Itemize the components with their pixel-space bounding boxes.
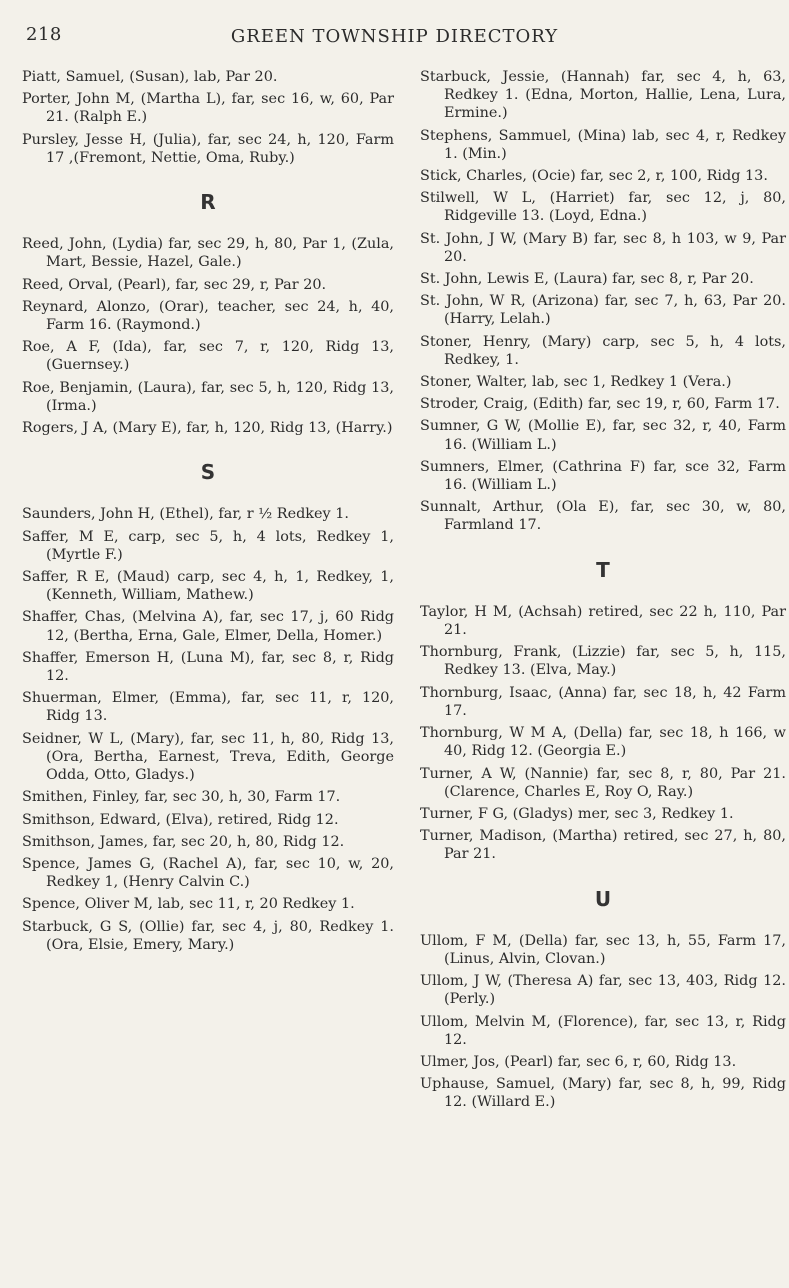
directory-entry: Shaffer, Emerson H, (Luna M), far, sec 8, r, Ridg 12. [22, 649, 394, 685]
directory-entry: Stephens, Sammuel, (Mina) lab, sec 4, r, Redkey 1. (Min.) [420, 127, 786, 162]
directory-entry: Turner, Madison, (Martha) retired, sec 27, h, 80, Par 21. [420, 828, 786, 863]
directory-entry: Smithson, Edward, (Elva), retired, Ridg 12. [22, 811, 339, 828]
directory-entry: Sunnalt, Arthur, (Ola E), far, sec 30, w, 80, Farmland 17. [420, 499, 786, 534]
directory-entry: Taylor, H M, (Achsah) retired, sec 22 h, 110, Par 21. [420, 603, 786, 639]
section-letter-u: U [594, 886, 612, 911]
directory-entry: Sumner, G W, (Mollie E), far, sec 32, r, 40, Farm 16. (William L.) [420, 418, 786, 453]
directory-entry: Ullom, J W, (Theresa A) far, sec 13, 403, Ridg 12. (Perly.) [420, 973, 786, 1008]
directory-entry: Roe, Benjamin, (Laura), far, sec 5, h, 120, Ridg 13, (Irma.) [22, 379, 394, 414]
directory-entry: Spence, James G, (Rachel A), far, sec 10, w, 20, Redkey 1, (Henry Calvin C.) [22, 855, 394, 891]
running-header: GREEN TOWNSHIP DIRECTORY [230, 26, 559, 47]
section-letter-t: T [596, 557, 610, 582]
directory-entry: Thornburg, Isaac, (Anna) far, sec 18, h, 42 Farm 17. [420, 684, 786, 719]
directory-entry: Reed, Orval, (Pearl), far, sec 29, r, Par 20. [22, 276, 327, 293]
directory-entry: Ulmer, Jos, (Pearl) far, sec 6, r, 60, Ridg 13. [420, 1053, 737, 1070]
section-letter-s: S [200, 460, 216, 485]
directory-entry: Turner, A W, (Nannie) far, sec 8, r, 80, Par 21. (Clarence, Charles E, Roy O, Ray.) [420, 765, 786, 800]
page-number: 218 [26, 24, 62, 45]
section-letter-r: R [200, 190, 216, 215]
directory-entry: Shuerman, Elmer, (Emma), far, sec 11, r, 120, Ridg 13. [22, 690, 394, 725]
directory-entry: Ullom, Melvin M, (Florence), far, sec 13, r, Ridg 12. [420, 1013, 786, 1048]
directory-entry: Saffer, R E, (Maud) carp, sec 4, h, 1, Redkey, 1, (Kenneth, William, Mathew.) [22, 569, 394, 604]
left-column [22, 68, 394, 958]
directory-entry: Piatt, Samuel, (Susan), lab, Par 20. [22, 69, 278, 85]
directory-entry: Rogers, J A, (Mary E), far, h, 120, Ridg 13, (Harry.) [22, 420, 393, 437]
directory-entry: Saunders, John H, (Ethel), far, r ½ Redkey 1. [22, 506, 349, 523]
right-column [420, 68, 786, 1116]
directory-entry: Stroder, Craig, (Edith) far, sec 19, r, 60, Farm 17. [420, 396, 780, 413]
directory-entry: Turner, F G, (Gladys) mer, sec 3, Redkey 1. [420, 805, 734, 822]
directory-entry: Porter, John M, (Martha L), far, sec 16, w, 60, Par 21. (Ralph E.) [22, 91, 394, 126]
directory-entry: St. John, Lewis E, (Laura) far, sec 8, r, Par 20. [420, 271, 754, 288]
directory-entry: Saffer, M E, carp, sec 5, h, 4 lots, Redkey 1, (Myrtle F.) [22, 528, 394, 563]
directory-entry: Smithen, Finley, far, sec 30, h, 30, Farm 17. [22, 789, 341, 806]
directory-entry: Sumners, Elmer, (Cathrina F) far, sce 32, Farm 16. (William L.) [420, 458, 786, 494]
directory-entry: Shaffer, Chas, (Melvina A), far, sec 17, j, 60 Ridg 12, (Bertha, Erna, Gale, Elmer, Della, Homer.) [22, 609, 394, 644]
directory-entry: Reed, John, (Lydia) far, sec 29, h, 80, Par 1, (Zula, Mart, Bessie, Hazel, Gale.) [22, 236, 394, 271]
directory-entry: Thornburg, Frank, (Lizzie) far, sec 5, h, 115, Redkey 13. (Elva, May.) [420, 644, 786, 679]
directory-entry: Uphause, Samuel, (Mary) far, sec 8, h, 99, Ridg 12. (Willard E.) [420, 1076, 786, 1111]
directory-entry: Roe, A F, (Ida), far, sec 7, r, 120, Ridg 13, (Guernsey.) [22, 339, 394, 374]
directory-entry: Starbuck, G S, (Ollie) far, sec 4, j, 80, Redkey 1. (Ora, Elsie, Emery, Mary.) [22, 918, 394, 953]
directory-entry: Pursley, Jesse H, (Julia), far, sec 24, h, 120, Farm 17 ,(Fremont, Nettie, Oma, Ruby.) [22, 131, 394, 166]
directory-entry: Smithson, James, far, sec 20, h, 80, Ridg 12. [22, 833, 345, 850]
directory-entry: Stick, Charles, (Ocie) far, sec 2, r, 100, Ridg 13. [420, 168, 768, 185]
directory-entry: Stoner, Walter, lab, sec 1, Redkey 1 (Vera.) [420, 374, 732, 391]
directory-entry: Thornburg, W M A, (Della) far, sec 18, h 166, w 40, Ridg 12. (Georgia E.) [420, 725, 786, 760]
directory-entry: Reynard, Alonzo, (Orar), teacher, sec 24, h, 40, Farm 16. (Raymond.) [22, 298, 394, 334]
directory-entry: St. John, J W, (Mary B) far, sec 8, h 103, w 9, Par 20. [420, 230, 786, 265]
directory-entry: Ullom, F M, (Della) far, sec 13, h, 55, Farm 17, (Linus, Alvin, Clovan.) [420, 932, 786, 967]
directory-entry: Spence, Oliver M, lab, sec 11, r, 20 Redkey 1. [22, 896, 355, 913]
directory-entry: Stilwell, W L, (Harriet) far, sec 12, j, 80, Ridgeville 13. (Loyd, Edna.) [420, 190, 786, 225]
directory-entry: Seidner, W L, (Mary), far, sec 11, h, 80, Ridg 13, (Ora, Bertha, Earnest, Treva, Edith, George Odda, Otto, Gladys.) [22, 730, 394, 784]
directory-entry: St. John, W R, (Arizona) far, sec 7, h, 63, Par 20. (Harry, Lelah.) [420, 293, 786, 328]
directory-entry: Stoner, Henry, (Mary) carp, sec 5, h, 4 lots, Redkey, 1. [420, 333, 786, 368]
directory-entry: Starbuck, Jessie, (Hannah) far, sec 4, h, 63, Redkey 1. (Edna, Morton, Hallie, Lena, Lura, Ermine.) [420, 69, 786, 122]
